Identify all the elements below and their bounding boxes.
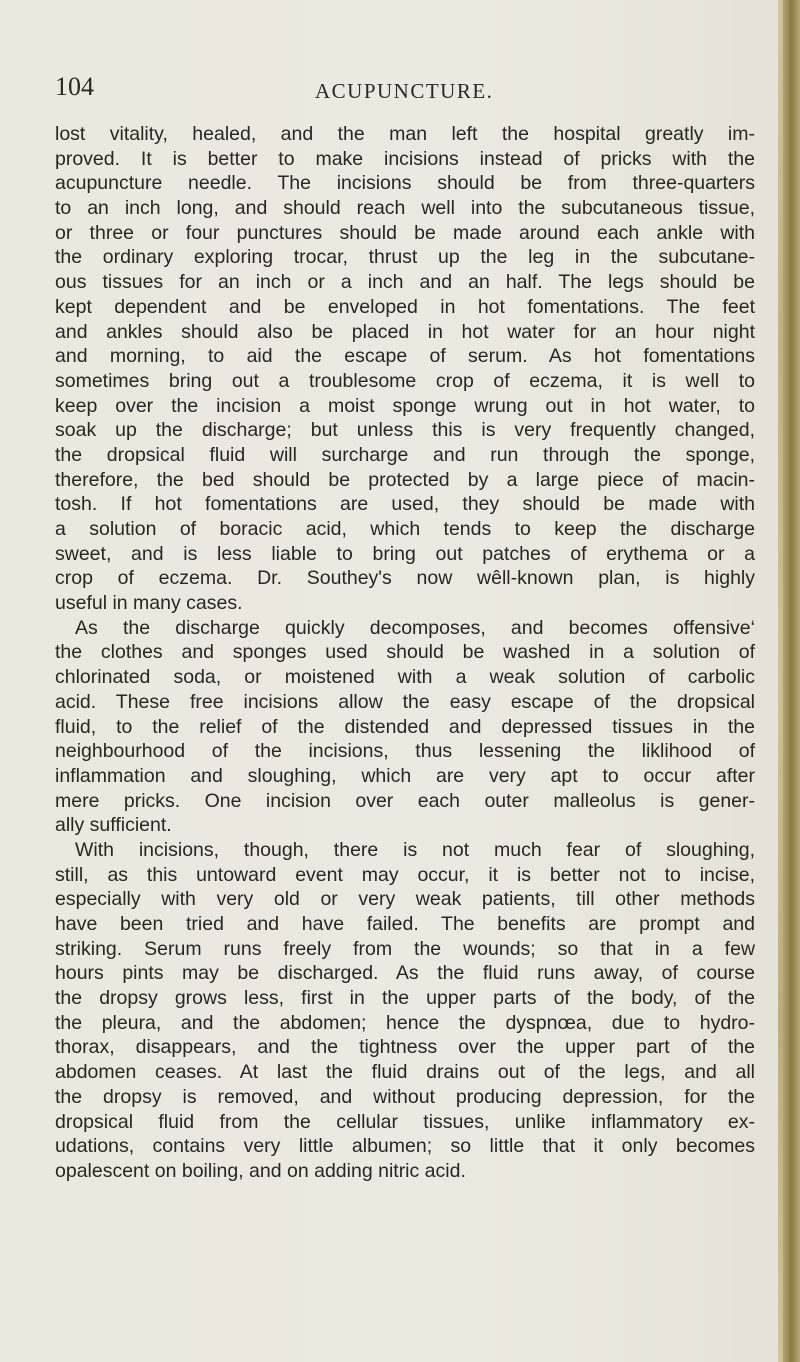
text-line: the dropsy grows less, first in the upper parts of the body, of the: [55, 987, 755, 1010]
text-line: fluid, to the relief of the distended and depressed tissues in the: [55, 715, 755, 738]
text-line: acid. These free incisions allow the easy escape of the dropsical: [55, 690, 755, 713]
text-line: With incisions, though, there is not much fear of sloughing,: [75, 838, 755, 861]
text-line: a solution of boracic acid, which tends to keep the discharge: [55, 518, 755, 540]
text-line: mere pricks. One incision over each outer malleolus is gener-: [55, 789, 755, 812]
text-line: ous tissues for an inch or a inch and an half. The legs should be: [55, 271, 755, 294]
text-line: striking. Serum runs freely from the wounds; so that in a few: [55, 937, 755, 960]
running-head: ACUPUNCTURE.: [315, 79, 494, 103]
text-line: or three or four punctures should be made around each ankle with: [55, 221, 755, 244]
text-line: and ankles should also be placed in hot water for an hour night: [55, 320, 755, 343]
text-line: inflammation and sloughing, which are very apt to occur after: [55, 764, 755, 787]
text-line: keep over the incision a moist sponge wrung out in hot water, to: [55, 394, 755, 417]
text-line: chlorinated soda, or moistened with a weak solution of carbolic: [55, 666, 755, 689]
text-line: neighbourhood of the incisions, thus lessening the liklihood of: [55, 740, 755, 763]
text-line: and morning, to aid the escape of serum. As hot fomentations: [55, 345, 755, 368]
text-line: the ordinary exploring trocar, thrust up the leg in the subcutane-: [55, 246, 755, 269]
text-line: dropsical fluid from the cellular tissues, unlike inflammatory ex-: [55, 1110, 755, 1133]
text-line: crop of eczema. Dr. Southey's now wêll-known plan, is highly: [55, 567, 755, 590]
text-line: still, as this untoward event may occur, it is better not to incise,: [55, 863, 755, 886]
text-line: tosh. If hot fomentations are used, they should be made with: [55, 493, 755, 516]
text-line: sometimes bring out a troublesome crop of eczema, it is well to: [55, 369, 755, 392]
text-line: proved. It is better to make incisions instead of pricks with the: [55, 147, 755, 170]
text-line: opalescent on boiling, and on adding nitric acid.: [55, 1159, 466, 1182]
text-line: lost vitality, healed, and the man left the hospital greatly im-: [55, 123, 755, 145]
text-line: As the discharge quickly decomposes, and becomes offensive‘: [75, 616, 755, 639]
text-line: abdomen ceases. At last the fluid drains out of the legs, and all: [55, 1061, 755, 1084]
text-line: the pleura, and the abdomen; hence the dyspnœa, due to hydro-: [55, 1011, 755, 1034]
book-spine-edge: [778, 0, 800, 1362]
text-line: the clothes and sponges used should be washed in a solution of: [55, 641, 755, 664]
text-line: udations, contains very little albumen; so little that it only becomes: [55, 1135, 755, 1158]
text-line: ally sufficient.: [55, 814, 172, 837]
text-line: especially with very old or very weak patients, till other methods: [55, 888, 755, 911]
page-header: [55, 72, 755, 108]
text-line: soak up the discharge; but unless this is very frequently changed,: [55, 419, 755, 442]
text-line: sweet, and is less liable to bring out patches of erythema or a: [55, 542, 755, 565]
text-line: thorax, disappears, and the tightness over the upper part of the: [55, 1036, 755, 1059]
text-line: hours pints may be discharged. As the fluid runs away, of course: [55, 962, 755, 985]
text-line: have been tried and have failed. The benefits are prompt and: [55, 913, 755, 935]
text-line: the dropsy is removed, and without producing depression, for the: [55, 1085, 755, 1108]
body-text: [55, 122, 755, 1184]
text-line: therefore, the bed should be protected by a large piece of macin-: [55, 468, 755, 491]
text-line: to an inch long, and should reach well into the subcutaneous tissue,: [55, 197, 755, 220]
page-number: 104: [55, 72, 94, 101]
text-line: kept dependent and be enveloped in hot fomentations. The feet: [55, 295, 755, 318]
text-line: the dropsical fluid will surcharge and run through the sponge,: [55, 443, 755, 466]
text-line: useful in many cases.: [55, 592, 243, 615]
text-line: acupuncture needle. The incisions should be from three-quarters: [55, 172, 755, 195]
